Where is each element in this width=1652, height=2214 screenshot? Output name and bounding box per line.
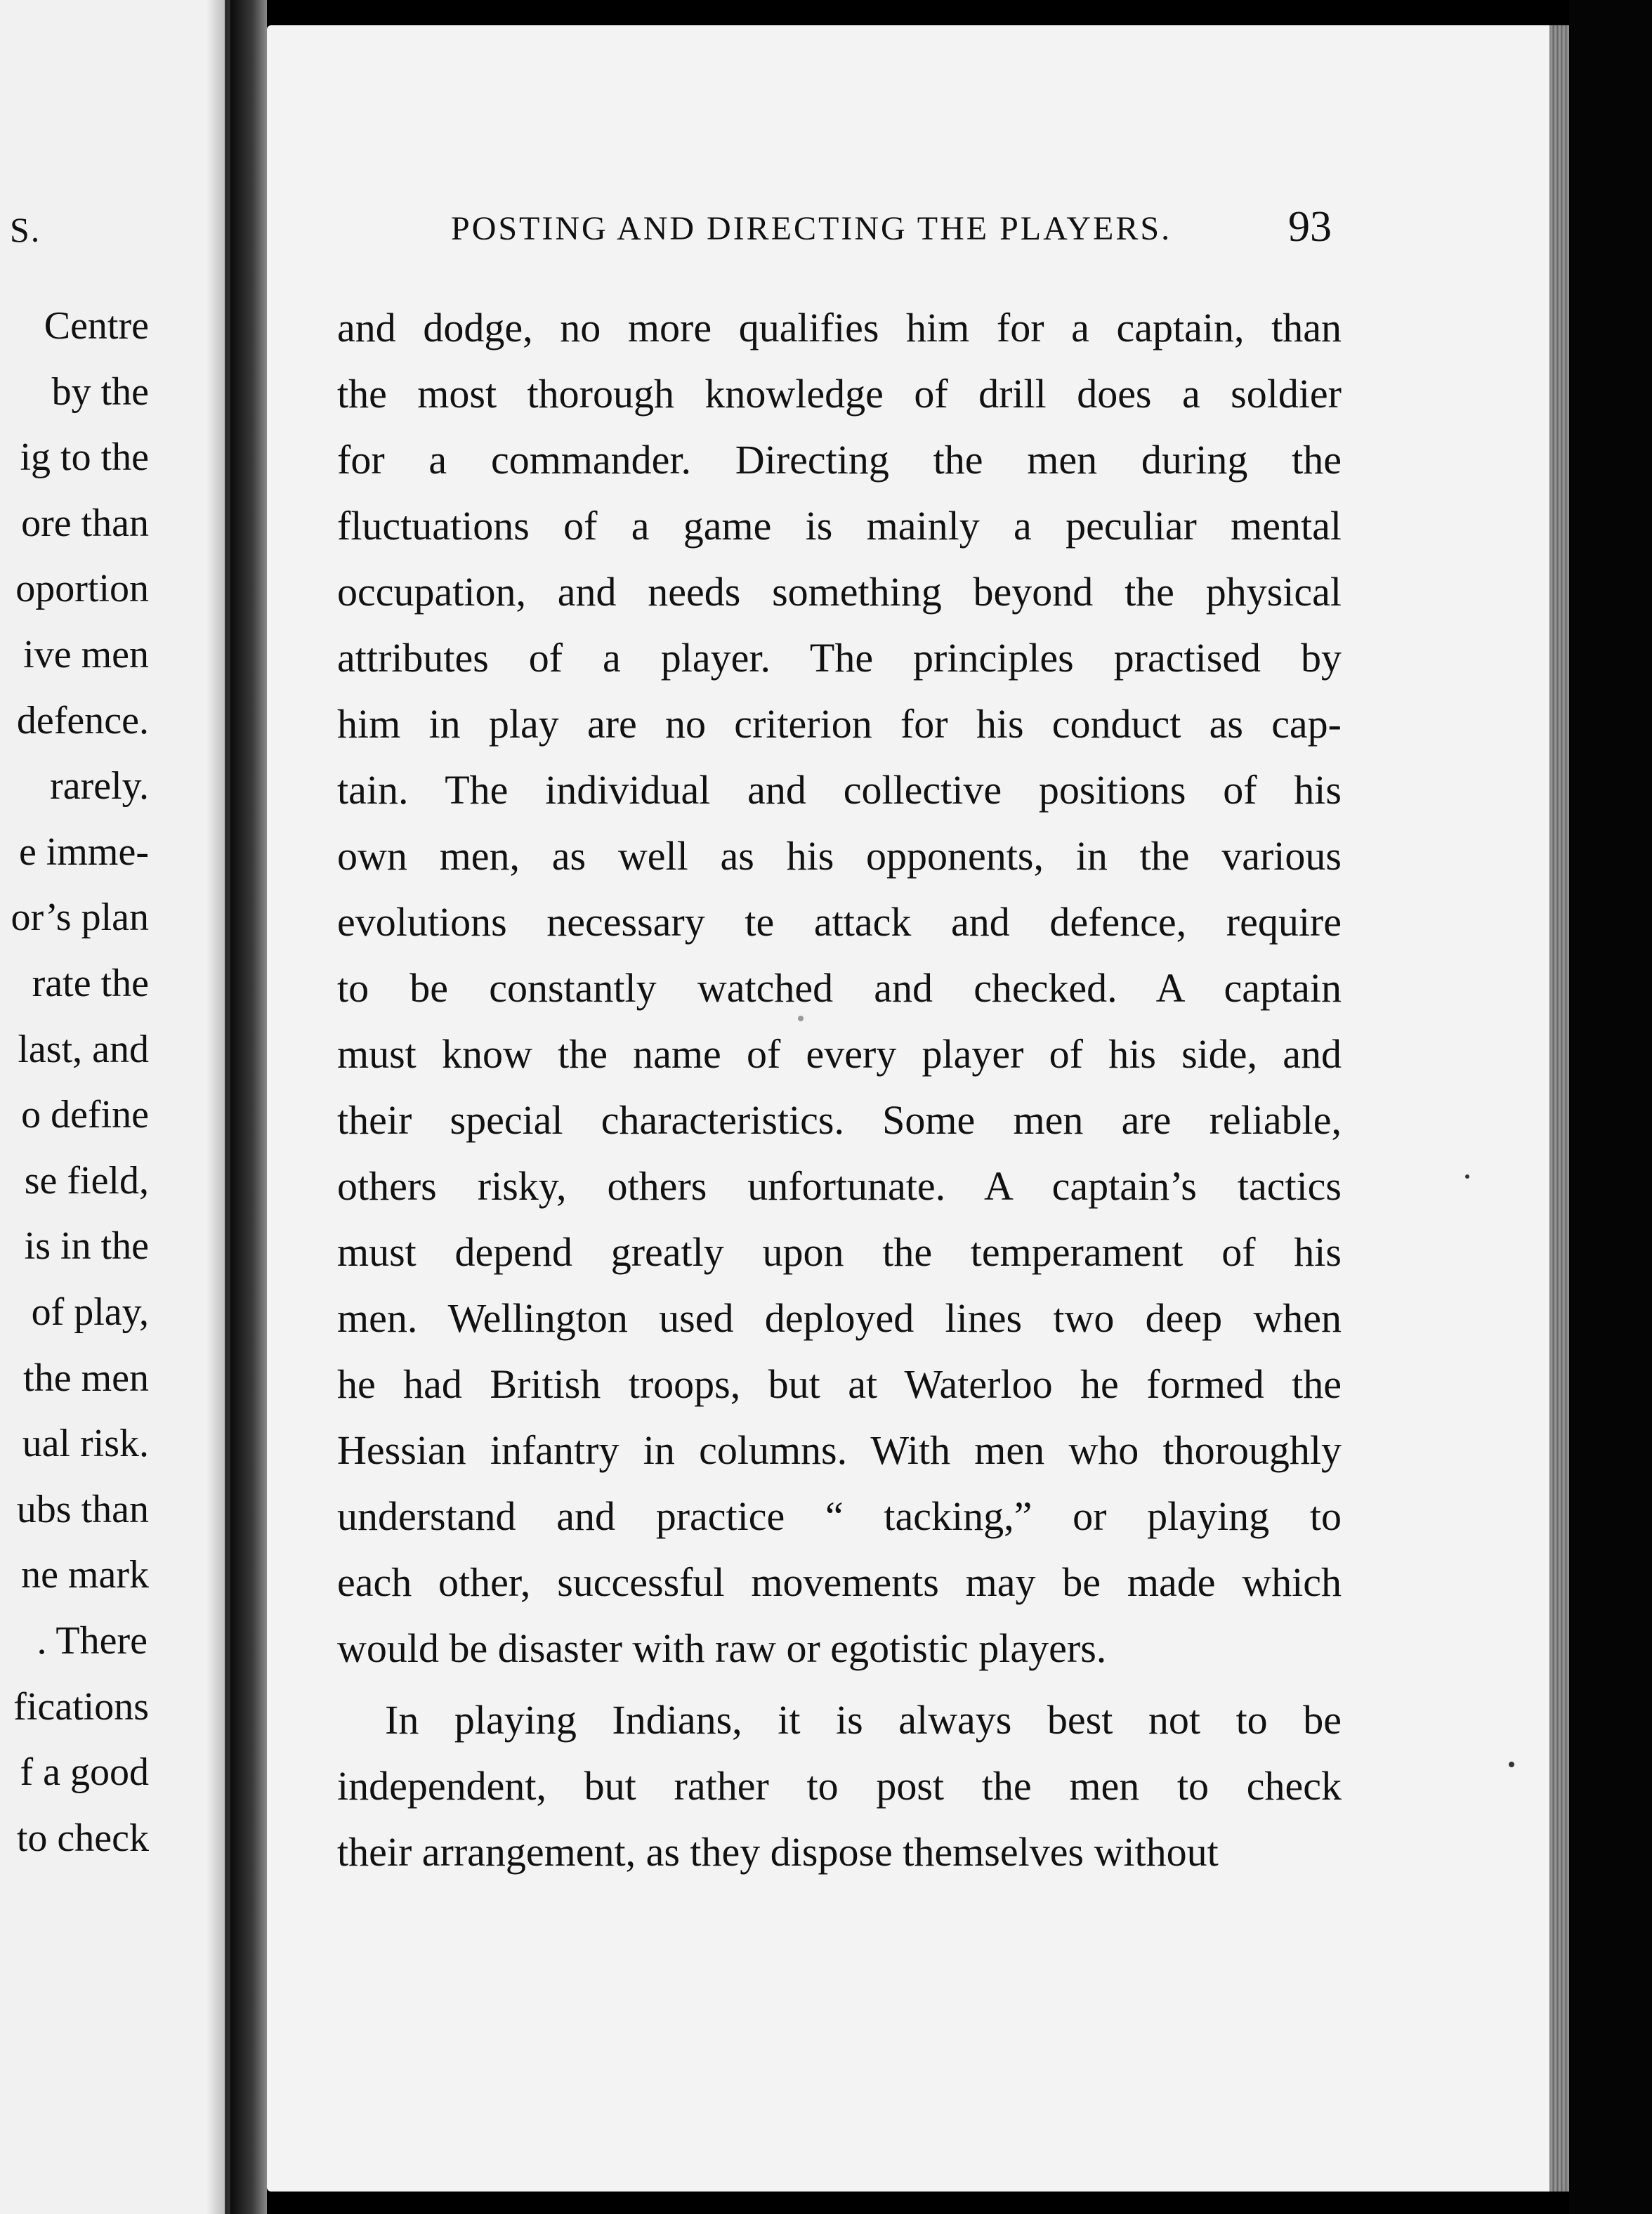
body-line: each other, successful movements may be made which [337, 1559, 1342, 1605]
previous-page-line: f a good [20, 1750, 149, 1795]
previous-page-line: se field, [24, 1158, 149, 1203]
previous-page-line: to check [16, 1816, 149, 1860]
previous-page-line: last, and [18, 1027, 149, 1071]
body-line: must know the name of every player of his side, and [337, 1031, 1342, 1077]
previous-page-line: ne mark [21, 1553, 149, 1597]
body-line: for a commander. Directing the men during the [337, 437, 1342, 483]
body-line: and dodge, no more qualifies him for a captain, than [337, 305, 1342, 351]
body-line: attributes of a player. The principles practised by [337, 635, 1342, 681]
body-line: men. Wellington used deployed lines two deep when [337, 1295, 1342, 1341]
previous-page-line: rate the [32, 962, 149, 1005]
body-line: evolutions necessary te attack and defence, require [337, 899, 1342, 945]
previous-page-line: ual risk. [22, 1422, 149, 1466]
body-line: their arrangement, as they dispose themselves without [337, 1829, 1219, 1875]
previous-page-line: or’s plan [11, 896, 149, 940]
previous-page-line: ore than [21, 501, 149, 545]
previous-page-header-fragment: S. [10, 210, 41, 249]
previous-page-line: ig to the [20, 435, 149, 480]
paper-speck [1509, 1762, 1514, 1767]
previous-page-line: . There [37, 1619, 148, 1663]
previous-page-line: the men [23, 1356, 149, 1400]
previous-page-line: oportion [15, 567, 149, 611]
previous-page-line: Centre [44, 304, 149, 348]
previous-page-line: ubs than [16, 1487, 149, 1531]
body-line: him in play are no criterion for his conduct as cap- [337, 701, 1342, 747]
body-line: occupation, and needs something beyond the physical [337, 569, 1342, 615]
previous-page-line: e imme- [18, 830, 149, 874]
previous-page-line: by the [51, 369, 149, 414]
previous-page-line: o define [21, 1093, 149, 1137]
body-line: fluctuations of a game is mainly a peculiar mental [337, 503, 1342, 549]
previous-page-line: defence. [16, 698, 149, 742]
page-number: 93 [1288, 203, 1332, 251]
body-line: must depend greatly upon the temperament of his [337, 1229, 1342, 1275]
book-gutter [230, 0, 267, 2214]
body-line: own men, as well as his opponents, in the various [337, 833, 1342, 879]
previous-page-line: fications [13, 1684, 149, 1729]
page-curl-shadow [206, 0, 225, 2214]
body-line: others risky, others unfortunate. A captain’s tactics [337, 1163, 1342, 1209]
body-line: to be constantly watched and checked. A captain [337, 965, 1342, 1011]
paper-speck [798, 1016, 804, 1021]
body-line: understand and practice “ tacking,” or playing to [337, 1493, 1342, 1539]
paper-speck [1465, 1174, 1469, 1179]
page-edges [1549, 25, 1569, 2192]
body-line: he had British troops, but at Waterloo he formed the [337, 1361, 1342, 1407]
body-line: Hessian infantry in columns. With men who thoroughly [337, 1427, 1342, 1473]
body-line: the most thorough knowledge of drill does a soldier [337, 371, 1342, 417]
previous-page-line: is in the [24, 1224, 149, 1269]
previous-page [0, 0, 230, 2214]
previous-page-line: of play, [31, 1290, 149, 1334]
running-head: POSTING AND DIRECTING THE PLAYERS. [451, 210, 1172, 247]
previous-page-line: rarely. [50, 764, 149, 808]
body-line: their special characteristics. Some men are reliable, [337, 1097, 1342, 1143]
scan-background [1569, 0, 1652, 2214]
body-line: In playing Indians, it is always best not to be [385, 1697, 1342, 1743]
body-line: would be disaster with raw or egotistic players. [337, 1625, 1107, 1671]
body-line: independent, but rather to post the men to check [337, 1763, 1342, 1809]
previous-page-line: ive men [23, 633, 149, 676]
page-body-text [337, 295, 1342, 1885]
body-line: tain. The individual and collective positions of his [337, 767, 1342, 813]
